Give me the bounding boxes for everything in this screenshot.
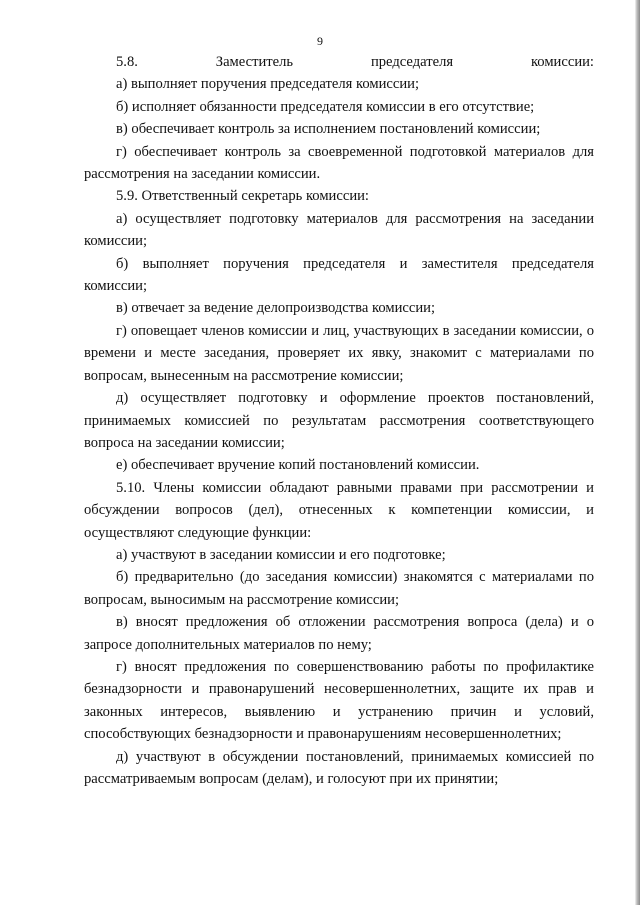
paragraph-5-9-g: г) оповещает членов комиссии и лиц, участвующих в заседании комиссии, о времени и месте заседания, проверяет их явку, знакомит с материалами по вопросам, вынесенным на рассмотрение комиссии; [84, 322, 594, 384]
paragraph-5-8: 5.8. Заместитель председателя комиссии: [116, 54, 594, 70]
paragraph-5-9-d: д) осуществляет подготовку и оформление проектов постановлений, принимаемых комиссией по результатам рассмотрения соответствующего вопроса на заседании комиссии; [84, 390, 594, 451]
page-number: 9 [317, 34, 323, 48]
document-body [84, 51, 594, 790]
paragraph-5-9: 5.9. Ответственный секретарь комиссии: [116, 188, 369, 205]
scan-edge-shadow [635, 0, 640, 905]
paragraph-5-9-b: б) выполняет поручения председателя и заместителя председателя комиссии; [84, 255, 594, 295]
paragraph-5-10-v: в) вносят предложения об отложении рассмотрения вопроса (дела) и о запросе дополнительных материалов по нему; [84, 614, 594, 653]
paragraph-5-10-b: б) предварительно (до заседания комиссии) знакомятся с материалами по вопросам, выносимым на рассмотрение комиссии; [84, 569, 594, 608]
paragraph-5-10-a: а) участвуют в заседании комиссии и его подготовке; [116, 546, 446, 563]
paragraph-5-10-d: д) участвуют в обсуждении постановлений, принимаемых комиссией по рассматриваемым вопросам (делам), и голосуют при их принятии; [84, 748, 594, 787]
paragraph-5-8-g: г) обеспечивает контроль за своевременной подготовкой материалов для рассмотрения на заседании комиссии. [84, 143, 594, 183]
paragraph-5-8-b: б) исполняет обязанности председателя комиссии в его отсутствие; [116, 98, 535, 115]
paragraph-5-9-v: в) отвечает за ведение делопроизводства комиссии; [116, 300, 436, 317]
paragraph-5-10: 5.10. Члены комиссии обладают равными правами при рассмотрении и обсуждении вопросов (дел), отнесенных к компетенции комиссии, и осуществляют следующие функции: [84, 479, 594, 541]
paragraph-5-8-v: в) обеспечивает контроль за исполнением постановлений комиссии; [116, 121, 541, 138]
paragraph-5-9-a: а) осуществляет подготовку материалов для рассмотрения на заседании комиссии; [84, 210, 594, 250]
paragraph-5-8-a: а) выполняет поручения председателя комиссии; [116, 76, 420, 93]
paragraph-5-9-e: е) обеспечивает вручение копий постановлений комиссии. [116, 457, 480, 474]
paragraph-5-10-g: г) вносят предложения по совершенствованию работы по профилактике безнадзорности и правонарушений несовершеннолетних, защите их прав и законных интересов, выявлению и устранению причин и условий, способствующих безнадзорности и правонарушениям несовершеннолетних; [84, 658, 594, 743]
